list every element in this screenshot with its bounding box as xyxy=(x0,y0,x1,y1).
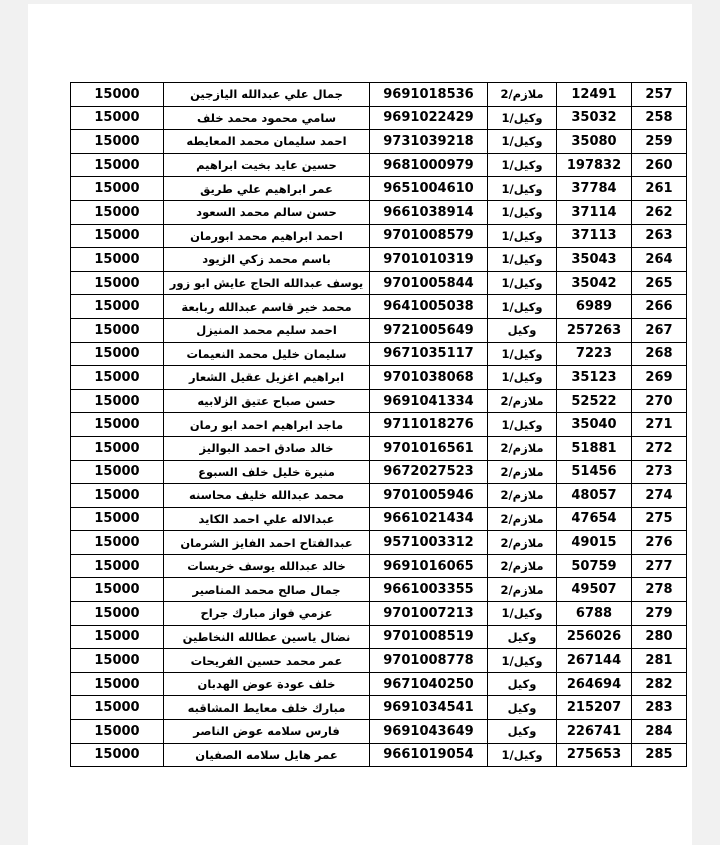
rank-cell: وكيل/1 xyxy=(488,248,557,272)
table-row xyxy=(71,602,687,626)
military-number-cell: 226741 xyxy=(557,720,632,744)
rank-cell: ملازم/2 xyxy=(488,554,557,578)
table-row xyxy=(71,177,687,201)
rank-cell: وكيل xyxy=(488,720,557,744)
name-cell: خلف عودة عوض الهدبان xyxy=(164,672,370,696)
sequence-number-cell: 275 xyxy=(632,507,687,531)
military-number-cell: 6989 xyxy=(557,295,632,319)
national-id-cell: 9571003312 xyxy=(370,531,488,555)
military-number-cell: 275653 xyxy=(557,743,632,767)
national-id-cell: 9691041334 xyxy=(370,389,488,413)
sequence-number-cell: 266 xyxy=(632,295,687,319)
personnel-table xyxy=(70,82,687,767)
national-id-cell: 9691043649 xyxy=(370,720,488,744)
table-row xyxy=(71,295,687,319)
sequence-number-cell: 274 xyxy=(632,484,687,508)
sequence-number-cell: 258 xyxy=(632,106,687,130)
sequence-number-cell: 257 xyxy=(632,83,687,107)
amount-cell: 15000 xyxy=(71,743,164,767)
rank-cell: وكيل xyxy=(488,672,557,696)
name-cell: حسن سالم محمد السعود xyxy=(164,200,370,224)
military-number-cell: 7223 xyxy=(557,342,632,366)
national-id-cell: 9691022429 xyxy=(370,106,488,130)
national-id-cell: 9731039218 xyxy=(370,130,488,154)
national-id-cell: 9671040250 xyxy=(370,672,488,696)
amount-cell: 15000 xyxy=(71,318,164,342)
amount-cell: 15000 xyxy=(71,720,164,744)
national-id-cell: 9701008579 xyxy=(370,224,488,248)
national-id-cell: 9701007213 xyxy=(370,602,488,626)
name-cell: عبدالاله علي احمد الكايد xyxy=(164,507,370,531)
sequence-number-cell: 265 xyxy=(632,271,687,295)
table-row xyxy=(71,696,687,720)
amount-cell: 15000 xyxy=(71,153,164,177)
national-id-cell: 9701010319 xyxy=(370,248,488,272)
military-number-cell: 35040 xyxy=(557,413,632,437)
national-id-cell: 9661003355 xyxy=(370,578,488,602)
rank-cell: وكيل/1 xyxy=(488,130,557,154)
rank-cell: ملازم/2 xyxy=(488,460,557,484)
sequence-number-cell: 268 xyxy=(632,342,687,366)
name-cell: سامي محمود محمد خلف xyxy=(164,106,370,130)
national-id-cell: 9721005649 xyxy=(370,318,488,342)
amount-cell: 15000 xyxy=(71,177,164,201)
national-id-cell: 9701008778 xyxy=(370,649,488,673)
military-number-cell: 52522 xyxy=(557,389,632,413)
amount-cell: 15000 xyxy=(71,248,164,272)
table-row xyxy=(71,153,687,177)
amount-cell: 15000 xyxy=(71,200,164,224)
national-id-cell: 9691016065 xyxy=(370,554,488,578)
name-cell: مبارك خلف معايط المشاقبه xyxy=(164,696,370,720)
table-row xyxy=(71,224,687,248)
rank-cell: وكيل xyxy=(488,318,557,342)
military-number-cell: 37113 xyxy=(557,224,632,248)
national-id-cell: 9661038914 xyxy=(370,200,488,224)
sequence-number-cell: 277 xyxy=(632,554,687,578)
military-number-cell: 48057 xyxy=(557,484,632,508)
national-id-cell: 9641005038 xyxy=(370,295,488,319)
name-cell: باسم محمد زكي الزيود xyxy=(164,248,370,272)
sequence-number-cell: 276 xyxy=(632,531,687,555)
amount-cell: 15000 xyxy=(71,531,164,555)
military-number-cell: 215207 xyxy=(557,696,632,720)
rank-cell: وكيل/1 xyxy=(488,295,557,319)
name-cell: احمد سليمان محمد المعايطه xyxy=(164,130,370,154)
national-id-cell: 9701016561 xyxy=(370,436,488,460)
rank-cell: وكيل/1 xyxy=(488,177,557,201)
amount-cell: 15000 xyxy=(71,672,164,696)
table-row xyxy=(71,460,687,484)
sequence-number-cell: 272 xyxy=(632,436,687,460)
rank-cell: ملازم/2 xyxy=(488,83,557,107)
amount-cell: 15000 xyxy=(71,295,164,319)
rank-cell: وكيل/1 xyxy=(488,743,557,767)
rank-cell: وكيل/1 xyxy=(488,602,557,626)
table-row xyxy=(71,130,687,154)
military-number-cell: 37784 xyxy=(557,177,632,201)
name-cell: منيرة خليل خلف السبوع xyxy=(164,460,370,484)
sequence-number-cell: 282 xyxy=(632,672,687,696)
amount-cell: 15000 xyxy=(71,578,164,602)
table-row xyxy=(71,200,687,224)
national-id-cell: 9671035117 xyxy=(370,342,488,366)
name-cell: عمر هايل سلامه الصفيان xyxy=(164,743,370,767)
name-cell: احمد ابراهيم محمد ابورمان xyxy=(164,224,370,248)
national-id-cell: 9661019054 xyxy=(370,743,488,767)
rank-cell: ملازم/2 xyxy=(488,484,557,508)
amount-cell: 15000 xyxy=(71,602,164,626)
name-cell: حسن صباح عتيق الزلابيه xyxy=(164,389,370,413)
name-cell: عبدالفتاح احمد الفايز الشرمان xyxy=(164,531,370,555)
rank-cell: وكيل/1 xyxy=(488,200,557,224)
table-row xyxy=(71,649,687,673)
amount-cell: 15000 xyxy=(71,83,164,107)
sequence-number-cell: 280 xyxy=(632,625,687,649)
amount-cell: 15000 xyxy=(71,342,164,366)
table-row xyxy=(71,531,687,555)
table-row xyxy=(71,413,687,437)
national-id-cell: 9701005844 xyxy=(370,271,488,295)
rank-cell: وكيل/1 xyxy=(488,366,557,390)
sequence-number-cell: 264 xyxy=(632,248,687,272)
sequence-number-cell: 259 xyxy=(632,130,687,154)
national-id-cell: 9701008519 xyxy=(370,625,488,649)
national-id-cell: 9651004610 xyxy=(370,177,488,201)
national-id-cell: 9681000979 xyxy=(370,153,488,177)
sequence-number-cell: 278 xyxy=(632,578,687,602)
rank-cell: ملازم/2 xyxy=(488,389,557,413)
table-row xyxy=(71,271,687,295)
military-number-cell: 47654 xyxy=(557,507,632,531)
table-row xyxy=(71,389,687,413)
table-row xyxy=(71,106,687,130)
military-number-cell: 12491 xyxy=(557,83,632,107)
amount-cell: 15000 xyxy=(71,649,164,673)
rank-cell: وكيل/1 xyxy=(488,649,557,673)
sequence-number-cell: 270 xyxy=(632,389,687,413)
amount-cell: 15000 xyxy=(71,696,164,720)
name-cell: محمد خير قاسم عبدالله ربابعة xyxy=(164,295,370,319)
name-cell: جمال علي عبدالله اليازجين xyxy=(164,83,370,107)
rank-cell: وكيل/1 xyxy=(488,224,557,248)
amount-cell: 15000 xyxy=(71,460,164,484)
military-number-cell: 35043 xyxy=(557,248,632,272)
military-number-cell: 6788 xyxy=(557,602,632,626)
amount-cell: 15000 xyxy=(71,366,164,390)
table-row xyxy=(71,672,687,696)
amount-cell: 15000 xyxy=(71,271,164,295)
name-cell: خالد عبدالله يوسف خريسات xyxy=(164,554,370,578)
personnel-table-body xyxy=(71,83,687,767)
national-id-cell: 9691018536 xyxy=(370,83,488,107)
military-number-cell: 264694 xyxy=(557,672,632,696)
military-number-cell: 51881 xyxy=(557,436,632,460)
national-id-cell: 9701005946 xyxy=(370,484,488,508)
amount-cell: 15000 xyxy=(71,484,164,508)
amount-cell: 15000 xyxy=(71,106,164,130)
name-cell: جمال صالح محمد المناصير xyxy=(164,578,370,602)
table-row xyxy=(71,625,687,649)
name-cell: عزمي فواز مبارك جراح xyxy=(164,602,370,626)
sequence-number-cell: 283 xyxy=(632,696,687,720)
name-cell: نضال ياسين عطالله النخاطين xyxy=(164,625,370,649)
sequence-number-cell: 281 xyxy=(632,649,687,673)
sequence-number-cell: 284 xyxy=(632,720,687,744)
rank-cell: وكيل xyxy=(488,696,557,720)
table-row xyxy=(71,578,687,602)
rank-cell: وكيل/1 xyxy=(488,413,557,437)
military-number-cell: 51456 xyxy=(557,460,632,484)
table-row xyxy=(71,83,687,107)
sequence-number-cell: 262 xyxy=(632,200,687,224)
name-cell: حسين عايد بخيت ابراهيم xyxy=(164,153,370,177)
national-id-cell: 9672027523 xyxy=(370,460,488,484)
rank-cell: ملازم/2 xyxy=(488,436,557,460)
name-cell: ابراهيم اغزيل عقيل الشعار xyxy=(164,366,370,390)
national-id-cell: 9711018276 xyxy=(370,413,488,437)
amount-cell: 15000 xyxy=(71,389,164,413)
rank-cell: وكيل/1 xyxy=(488,153,557,177)
military-number-cell: 267144 xyxy=(557,649,632,673)
military-number-cell: 35032 xyxy=(557,106,632,130)
amount-cell: 15000 xyxy=(71,413,164,437)
rank-cell: ملازم/2 xyxy=(488,507,557,531)
rank-cell: وكيل/1 xyxy=(488,342,557,366)
table-row xyxy=(71,507,687,531)
table-row xyxy=(71,318,687,342)
rank-cell: وكيل/1 xyxy=(488,106,557,130)
military-number-cell: 256026 xyxy=(557,625,632,649)
sequence-number-cell: 279 xyxy=(632,602,687,626)
national-id-cell: 9701038068 xyxy=(370,366,488,390)
national-id-cell: 9661021434 xyxy=(370,507,488,531)
sequence-number-cell: 273 xyxy=(632,460,687,484)
military-number-cell: 35080 xyxy=(557,130,632,154)
table-row xyxy=(71,720,687,744)
sequence-number-cell: 261 xyxy=(632,177,687,201)
name-cell: سليمان خليل محمد النعيمات xyxy=(164,342,370,366)
amount-cell: 15000 xyxy=(71,436,164,460)
name-cell: عمر محمد حسين الفريحات xyxy=(164,649,370,673)
name-cell: فارس سلامه عوض الناصر xyxy=(164,720,370,744)
name-cell: احمد سليم محمد المنيزل xyxy=(164,318,370,342)
amount-cell: 15000 xyxy=(71,554,164,578)
rank-cell: ملازم/2 xyxy=(488,578,557,602)
name-cell: يوسف عبدالله الحاج عايش ابو زور xyxy=(164,271,370,295)
rank-cell: ملازم/2 xyxy=(488,531,557,555)
name-cell: ماجد ابراهيم احمد ابو رمان xyxy=(164,413,370,437)
military-number-cell: 257263 xyxy=(557,318,632,342)
name-cell: خالد صادق احمد البواليز xyxy=(164,436,370,460)
table-row xyxy=(71,743,687,767)
table-row xyxy=(71,484,687,508)
military-number-cell: 49015 xyxy=(557,531,632,555)
sequence-number-cell: 260 xyxy=(632,153,687,177)
amount-cell: 15000 xyxy=(71,507,164,531)
rank-cell: وكيل/1 xyxy=(488,271,557,295)
table-row xyxy=(71,248,687,272)
rank-cell: وكيل xyxy=(488,625,557,649)
military-number-cell: 197832 xyxy=(557,153,632,177)
amount-cell: 15000 xyxy=(71,224,164,248)
amount-cell: 15000 xyxy=(71,625,164,649)
sequence-number-cell: 263 xyxy=(632,224,687,248)
sequence-number-cell: 285 xyxy=(632,743,687,767)
sequence-number-cell: 267 xyxy=(632,318,687,342)
sequence-number-cell: 271 xyxy=(632,413,687,437)
name-cell: محمد عبدالله خليف محاسنه xyxy=(164,484,370,508)
military-number-cell: 50759 xyxy=(557,554,632,578)
table-row xyxy=(71,366,687,390)
amount-cell: 15000 xyxy=(71,130,164,154)
name-cell: عمر ابراهيم علي طريق xyxy=(164,177,370,201)
military-number-cell: 35042 xyxy=(557,271,632,295)
military-number-cell: 35123 xyxy=(557,366,632,390)
table-row xyxy=(71,554,687,578)
table-row xyxy=(71,342,687,366)
sequence-number-cell: 269 xyxy=(632,366,687,390)
national-id-cell: 9691034541 xyxy=(370,696,488,720)
military-number-cell: 37114 xyxy=(557,200,632,224)
table-row xyxy=(71,436,687,460)
military-number-cell: 49507 xyxy=(557,578,632,602)
